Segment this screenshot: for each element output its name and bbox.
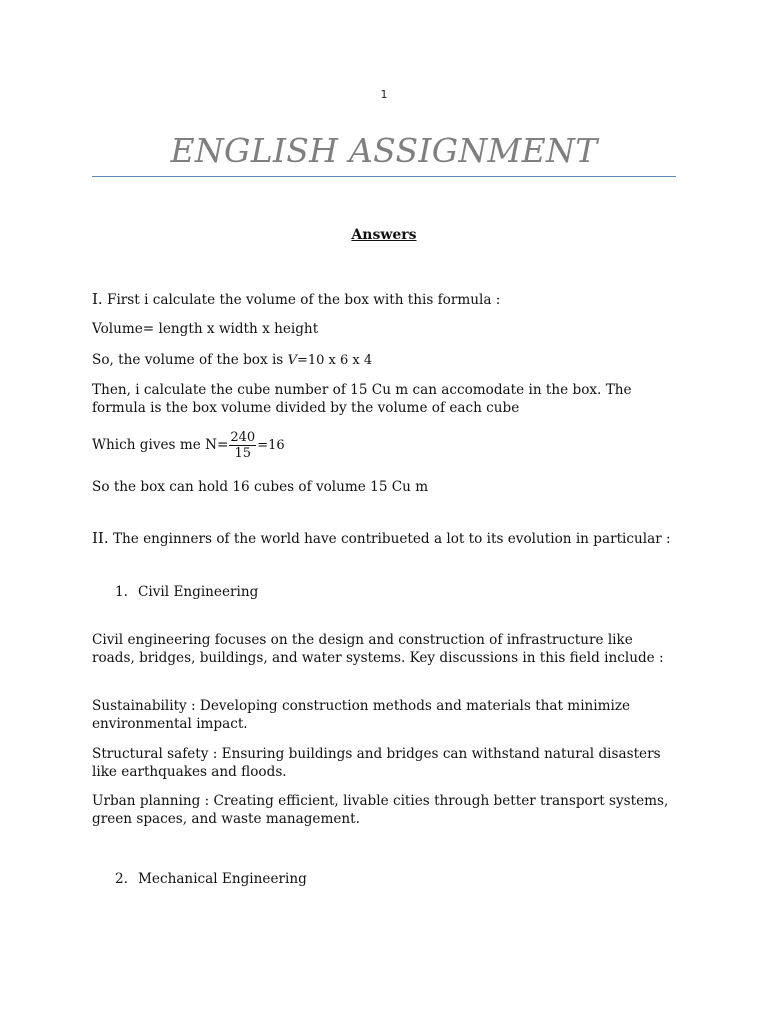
document-title: ENGLISH ASSIGNMENT bbox=[170, 131, 598, 170]
section1-intro-text: First i calculate the volume of the box with this formula : bbox=[107, 292, 501, 308]
volume-variable: V bbox=[287, 353, 297, 368]
title-divider bbox=[92, 176, 676, 177]
civil-intro-paragraph: Civil engineering focuses on the design and construction of infrastructure like roads, bridges, buildings, and water systems. Key discussions in this field include : bbox=[92, 632, 664, 666]
fraction-denominator: 15 bbox=[234, 446, 252, 461]
conclusion-paragraph: So the box can hold 16 cubes of volume 15 Cu m bbox=[92, 479, 429, 495]
fraction-numerator: 240 bbox=[230, 430, 256, 445]
list-item-number: 2. bbox=[115, 871, 128, 887]
volume-prefix-text: So, the volume of the box is bbox=[92, 352, 284, 368]
volume-result-paragraph bbox=[92, 351, 676, 370]
list-item-label: Civil Engineering bbox=[138, 584, 259, 600]
list-item-number: 1. bbox=[115, 584, 128, 600]
sustainability-paragraph: Sustainability : Developing construction methods and materials that minimize environmental impact. bbox=[92, 698, 631, 732]
volume-expression: =10 x 6 x 4 bbox=[296, 353, 373, 368]
section1-intro-paragraph bbox=[92, 290, 676, 309]
answers-heading: Answers bbox=[351, 227, 417, 243]
list-item-label: Mechanical Engineering bbox=[138, 871, 307, 887]
fraction-paragraph bbox=[92, 430, 676, 461]
page-number: 1 bbox=[380, 88, 388, 101]
section1-numeral: I. bbox=[92, 290, 103, 308]
section2-numeral: II. bbox=[92, 529, 109, 547]
urban-planning-paragraph: Urban planning : Creating efficient, livable cities through better transport systems, green spaces, and waste management. bbox=[92, 793, 669, 827]
list-item-mechanical-engineering bbox=[115, 870, 307, 888]
section2-intro-paragraph bbox=[92, 529, 676, 548]
volume-equation bbox=[288, 353, 373, 368]
structural-safety-paragraph: Structural safety : Ensuring buildings and bridges can withstand natural disasters like earthquakes and floods. bbox=[92, 746, 661, 780]
list-item-civil-engineering bbox=[115, 583, 258, 601]
fraction-result: =16 bbox=[257, 438, 285, 453]
section2-intro-text: The enginners of the world have contribueted a lot to its evolution in particular : bbox=[108, 531, 671, 547]
fraction bbox=[229, 430, 256, 461]
gives-prefix-text: Which gives me N= bbox=[92, 437, 229, 453]
cube-calculation-paragraph: Then, i calculate the cube number of 15 Cu m can accomodate in the box. The formula is the box volume divided by the volume of each cube bbox=[92, 382, 632, 416]
volume-formula-paragraph: Volume= length x width x height bbox=[92, 321, 319, 337]
